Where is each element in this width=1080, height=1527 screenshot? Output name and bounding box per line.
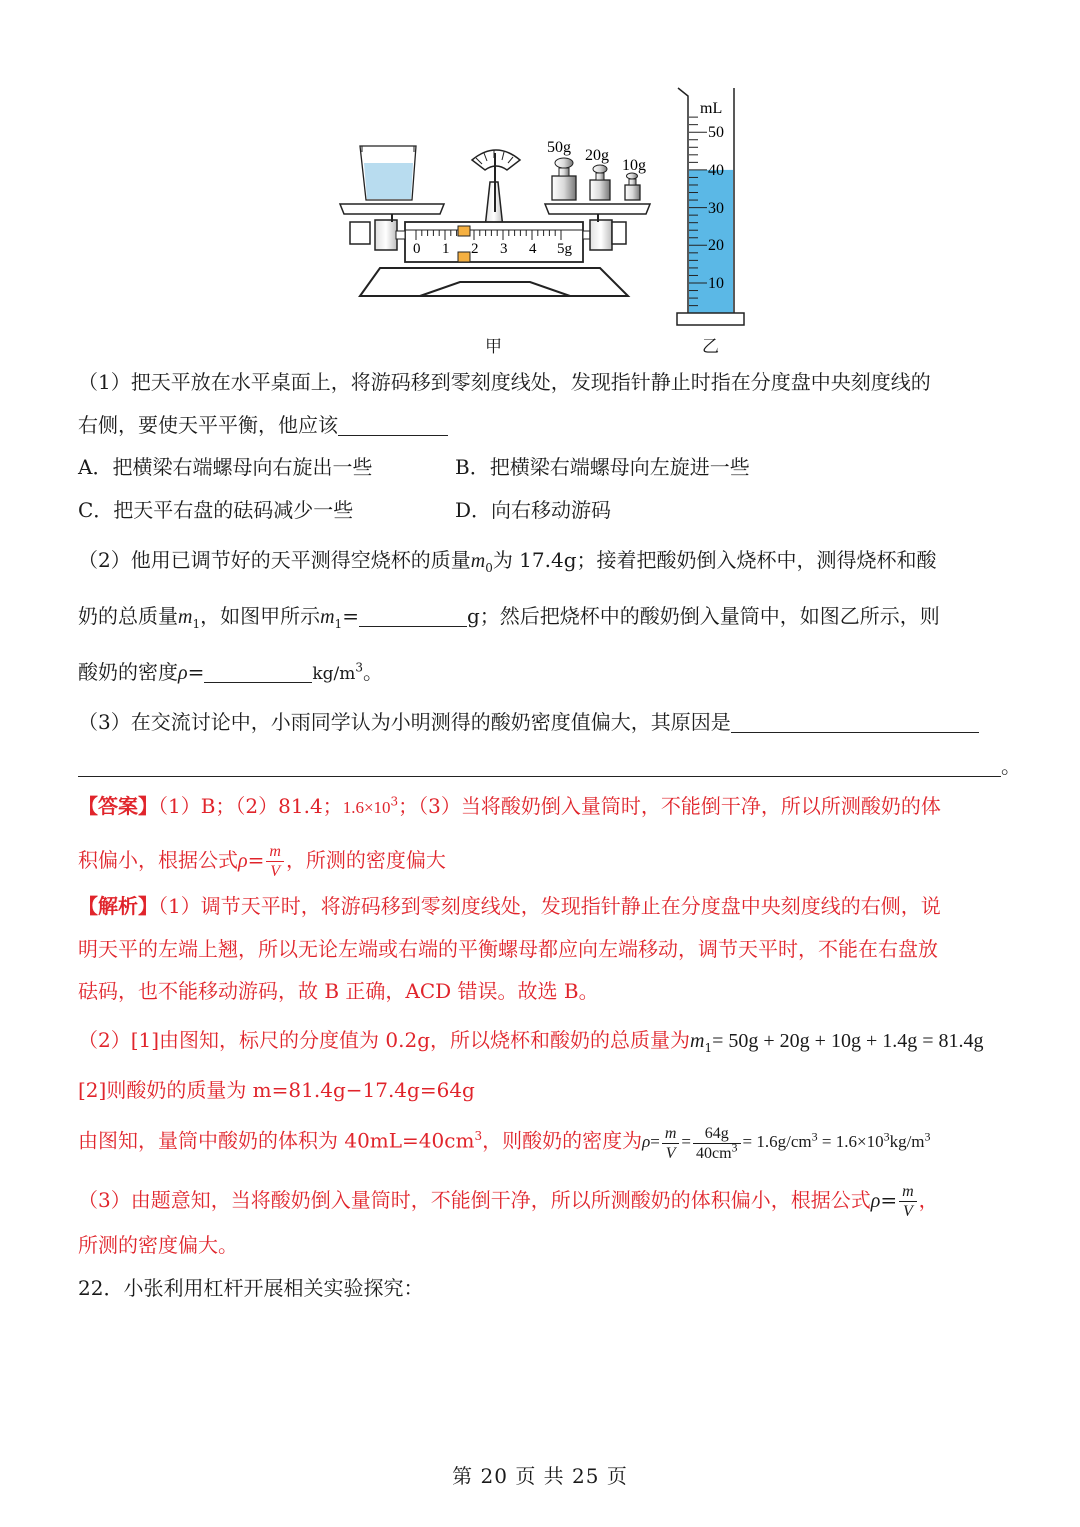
- weight-label: 20g: [585, 147, 609, 164]
- analysis-line4: [78, 1026, 984, 1055]
- balance-figure: [325, 80, 765, 335]
- cylinder-mark: 50: [708, 124, 724, 141]
- m0-symbol: m: [470, 550, 486, 572]
- cm3-superscript: 3: [731, 1140, 738, 1155]
- q2-text-c: 奶的总质量: [78, 604, 178, 628]
- equals-sign: =: [681, 1132, 691, 1152]
- q3-answer-blank[interactable]: [731, 712, 979, 733]
- cylinder-mark: 20: [708, 237, 724, 254]
- q2-text-a: （2）他用已调节好的天平测得空烧杯的质量: [78, 548, 471, 572]
- right-pan: [545, 204, 650, 214]
- formula-denominator: V: [665, 1145, 676, 1162]
- m1-subscript: 1: [704, 1041, 713, 1055]
- m1-subscript: 1: [334, 617, 343, 631]
- q3-text: （3）在交流讨论中，小雨同学认为小明测得的酸奶密度值偏大，其原因是: [78, 710, 731, 734]
- weight-50g-icon: [552, 158, 576, 200]
- page-number: 第 20 页 共 25 页: [452, 1464, 628, 1488]
- equals-sign: =: [880, 1188, 898, 1212]
- rho-symbol: ρ: [642, 1132, 651, 1152]
- m1-symbol: m: [320, 606, 335, 628]
- equals-sign: =: [342, 604, 359, 628]
- analysis-line2: 明天平的左端上翘，所以无论左端或右端的平衡螺母都应向左端移动，调节天平时，不能在右盘放: [78, 937, 938, 961]
- equals-sign: =: [650, 1132, 660, 1152]
- answer-density: 1.6×10: [342, 798, 391, 817]
- q3-line1: [78, 708, 979, 736]
- m0-subscript: 0: [485, 561, 493, 575]
- weight-10g-icon: [625, 173, 640, 200]
- answer-text-1: （1）B；（2）81.4；: [158, 794, 343, 818]
- analysis-line6: [78, 1124, 931, 1163]
- analysis-line1: [78, 892, 941, 920]
- q2-text-e: g；然后把烧杯中的酸奶倒入量筒中，如图乙所示，则: [466, 604, 940, 628]
- scale-label: 2: [471, 241, 479, 257]
- q2-text-d: ，如图甲所示: [200, 604, 321, 628]
- rho-symbol: ρ: [238, 850, 248, 872]
- formula-numerator: m: [266, 842, 284, 862]
- rider-bottom: [458, 252, 470, 262]
- formula-denominator: V: [270, 863, 281, 880]
- analysis-tag: 【解析】: [78, 894, 158, 918]
- answer-line1: [78, 792, 941, 822]
- option-c[interactable]: C．把天平右盘的砝码减少一些: [78, 498, 354, 522]
- q3-line2: [78, 752, 1021, 780]
- weight-20g-icon: [590, 165, 610, 200]
- m1-answer-blank[interactable]: [359, 606, 467, 627]
- answer-text-3: 积偏小，根据公式: [78, 848, 238, 872]
- total-mass-equation: = 50g + 20g + 10g + 1.4g = 81.4g: [712, 1030, 984, 1052]
- analysis-text-7: （3）由题意知，当将酸奶倒入量筒时，不能倒干净，所以所测酸奶的体积偏小，根据公式: [78, 1188, 871, 1212]
- calc-denominator: [693, 1140, 741, 1163]
- graduated-cylinder: [677, 88, 744, 325]
- density-answer-blank[interactable]: [204, 662, 312, 683]
- q1-answer-blank[interactable]: [338, 415, 448, 436]
- option-d[interactable]: D．向右移动游码: [455, 498, 612, 522]
- density-formula: [899, 1182, 917, 1221]
- q2-text-b: 为 17.4g；接着把酸奶倒入烧杯中，测得烧杯和酸: [492, 548, 937, 572]
- power-superscript: 3: [883, 1129, 890, 1144]
- analysis-line8: 所测的密度偏大。: [78, 1233, 238, 1257]
- formula-numerator: m: [899, 1182, 917, 1202]
- analysis-line3: 砝码，也不能移动游码，故 B 正确，ACD 错误。故选 B。: [78, 979, 599, 1003]
- figure-caption-jia: 甲: [485, 337, 502, 357]
- formula-numerator: m: [662, 1124, 680, 1144]
- q3-answer-blank-2[interactable]: [78, 756, 1001, 777]
- m1-symbol: m: [690, 1030, 705, 1052]
- q1-line1: （1）把天平放在水平桌面上，将游码移到零刻度线处，发现指针静止时指在分度盘中央刻度线的: [78, 370, 931, 394]
- balance-base: [360, 268, 628, 296]
- cylinder-mark: 30: [708, 200, 724, 217]
- q2-text-f: 酸奶的密度: [78, 660, 178, 684]
- density-result-1: = 1.6g/cm: [742, 1132, 812, 1152]
- density-formula: [662, 1124, 680, 1163]
- m1-subscript: 1: [192, 617, 201, 631]
- m1-symbol: m: [178, 606, 193, 628]
- cylinder-mark: 10: [708, 275, 724, 292]
- q3-end: 。: [1001, 754, 1021, 778]
- cm3-superscript: 3: [474, 1128, 483, 1143]
- answer-text-4: ，所测的密度偏大: [285, 848, 446, 872]
- q1-line2: [78, 411, 448, 439]
- q1-line2-text: 右侧，要使天平平衡，他应该: [78, 413, 338, 437]
- option-b[interactable]: B．把横梁右端螺母向左旋进一些: [455, 455, 750, 479]
- weight-label: 50g: [547, 139, 571, 156]
- question-22: 22．小张利用杠杆开展相关实验探究：: [78, 1276, 424, 1300]
- answer-density-sup: 3: [390, 794, 399, 809]
- analysis-text-6a: 由图知，量筒中酸奶的体积为 40mL=40cm: [78, 1128, 475, 1153]
- scale-label: 0: [413, 241, 421, 257]
- analysis-text-4: （2）[1]由图知，标尺的分度值为 0.2g，所以烧杯和酸奶的总质量为: [78, 1028, 691, 1052]
- calc-numerator: 64g: [693, 1124, 741, 1144]
- weight-label: 10g: [622, 157, 646, 174]
- analysis-line7: （3）由题意知，当将酸奶倒入量筒时，不能倒干净，所以所测酸奶的体积偏小，根据公式ρ= $\frac{m}{V}$ ，: [78, 1183, 939, 1220]
- density-result-2: = 1.6×10: [821, 1132, 884, 1152]
- scale-label: 3: [500, 241, 508, 257]
- analysis-text-6b: ，则酸奶的密度为: [482, 1128, 643, 1153]
- rho-symbol: ρ: [870, 1190, 881, 1212]
- rho-symbol: ρ: [178, 662, 188, 684]
- formula-denominator: V: [903, 1203, 913, 1220]
- answer-tag: 【答案】: [78, 794, 158, 818]
- answer-line2: [78, 842, 446, 881]
- figure-caption-yi: 乙: [702, 337, 719, 357]
- m3-superscript: 3: [924, 1129, 931, 1144]
- analysis-text-1: （1）调节天平时，将游码移到零刻度线处，发现指针静止在分度盘中央刻度线的右侧，说: [158, 894, 941, 918]
- left-pan: [340, 204, 444, 214]
- equals-sign: =: [187, 660, 205, 684]
- q2-line3: [78, 658, 383, 688]
- answer-text-2: ；（3）当将酸奶倒入量筒时，不能倒干净，所以所测酸奶的体: [398, 794, 941, 818]
- analysis-line5: [2]则酸奶的质量为 m=81.4g−17.4g=64g: [78, 1078, 475, 1102]
- scale-label: 1: [442, 241, 450, 257]
- q2-end: 。: [363, 660, 384, 684]
- scale-label: 4: [529, 241, 537, 257]
- density-unit: kg/m: [312, 664, 356, 684]
- unit-superscript: 3: [355, 660, 364, 675]
- equals-sign: =: [247, 848, 265, 872]
- density-calc-fraction: [693, 1124, 741, 1163]
- cylinder-unit: mL: [700, 100, 723, 117]
- cylinder-mark: 40: [708, 162, 724, 179]
- density-formula: [266, 842, 284, 881]
- q2-line2: [78, 602, 940, 631]
- cm3-superscript: 3: [811, 1129, 818, 1144]
- q2-line1: [78, 546, 937, 575]
- calc-denominator-text: 40cm: [696, 1145, 732, 1162]
- density-result-3: kg/m: [889, 1132, 925, 1152]
- scale-label: 5g: [557, 241, 572, 257]
- option-a[interactable]: A．把横梁右端螺母向右旋出一些: [78, 455, 373, 479]
- rider-top: [458, 226, 470, 236]
